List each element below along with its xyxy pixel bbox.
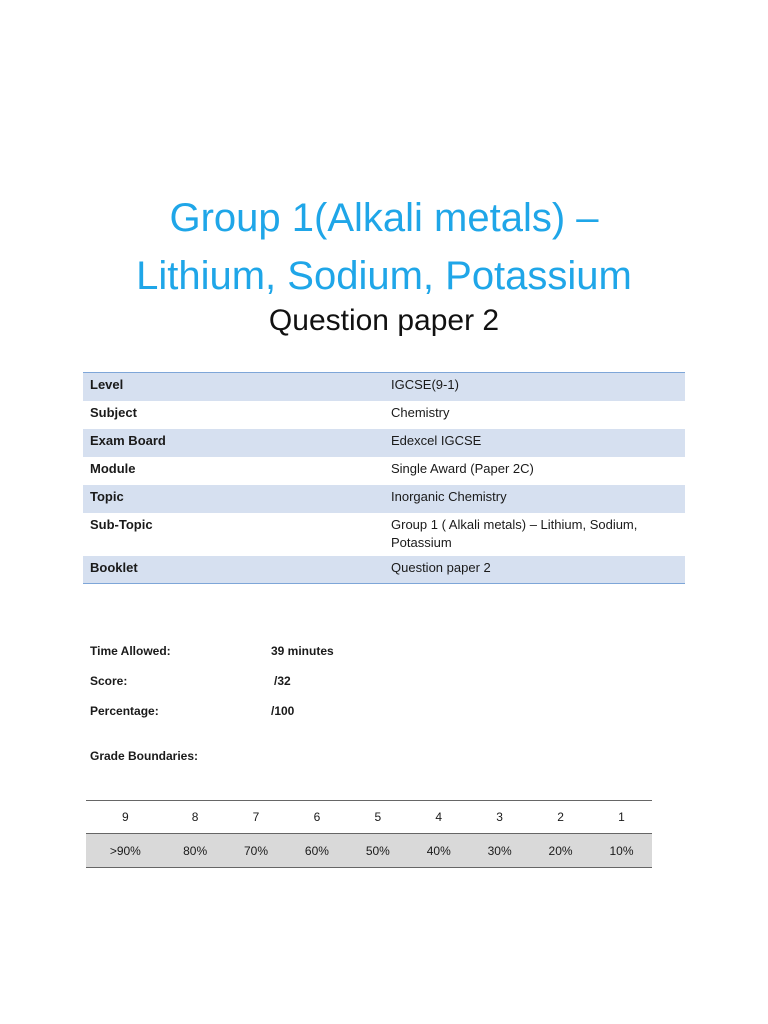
grade-boundaries-label: Grade Boundaries:: [90, 749, 199, 763]
info-row-sub-topic: [83, 513, 685, 556]
time-allowed-label: Time Allowed:: [90, 644, 171, 658]
document-title: [0, 189, 768, 305]
document-subtitle: Question paper 2: [268, 304, 500, 337]
info-value: Inorganic Chemistry: [384, 485, 685, 513]
percentage-cell: 50%: [347, 834, 408, 868]
percentage-cell: 70%: [226, 834, 287, 868]
grade-cell: 5: [347, 801, 408, 834]
grade-cell: 1: [591, 801, 652, 834]
percentage-cell: 60%: [286, 834, 347, 868]
percentage-cell: 30%: [469, 834, 530, 868]
info-row-booklet: [83, 556, 685, 584]
percentage-row: [86, 834, 652, 868]
info-value: Edexcel IGCSE: [384, 429, 685, 457]
info-label: Booklet: [83, 556, 384, 584]
info-row-topic: [83, 485, 685, 513]
info-row-module: [83, 457, 685, 485]
info-label: Exam Board: [83, 429, 384, 457]
grade-cell: 7: [226, 801, 287, 834]
grade-cell: 4: [408, 801, 469, 834]
info-row-exam-board: [83, 429, 685, 457]
grade-cell: 6: [286, 801, 347, 834]
grade-boundaries-table: [86, 800, 652, 868]
info-value: IGCSE(9-1): [384, 373, 685, 401]
info-label: Subject: [90, 404, 137, 420]
percentage-cell: 20%: [530, 834, 591, 868]
percentage-label: Percentage:: [90, 704, 159, 718]
grade-row: [86, 801, 652, 834]
score-value: /32: [274, 674, 291, 688]
info-value: Question paper 2: [384, 556, 685, 584]
info-label: Topic: [83, 485, 384, 513]
grade-cell: 9: [86, 801, 165, 834]
grade-cell: 8: [165, 801, 226, 834]
info-value: Single Award (Paper 2C): [391, 460, 534, 476]
percentage-cell: >90%: [86, 834, 165, 868]
percentage-value: /100: [271, 704, 295, 718]
info-row-level: [83, 373, 685, 401]
percentage-cell: 40%: [408, 834, 469, 868]
info-label: Sub-Topic: [90, 516, 153, 532]
info-value: Chemistry: [391, 404, 450, 420]
grade-cell: 2: [530, 801, 591, 834]
score-label: Score:: [90, 674, 128, 688]
title-line-1: Group 1(Alkali metals) –: [169, 196, 599, 240]
percentage-cell: 80%: [165, 834, 226, 868]
info-row-subject: [83, 401, 685, 429]
title-line-2: Lithium, Sodium, Potassium: [136, 254, 632, 298]
grade-cell: 3: [469, 801, 530, 834]
info-value: Group 1 ( Alkali metals) – Lithium, Sodium, Potassium: [391, 516, 638, 550]
percentage-cell: 10%: [591, 834, 652, 868]
info-label: Level: [83, 373, 384, 401]
info-table: [83, 372, 685, 584]
info-label: Module: [90, 460, 136, 476]
time-allowed-value: 39 minutes: [271, 644, 334, 658]
